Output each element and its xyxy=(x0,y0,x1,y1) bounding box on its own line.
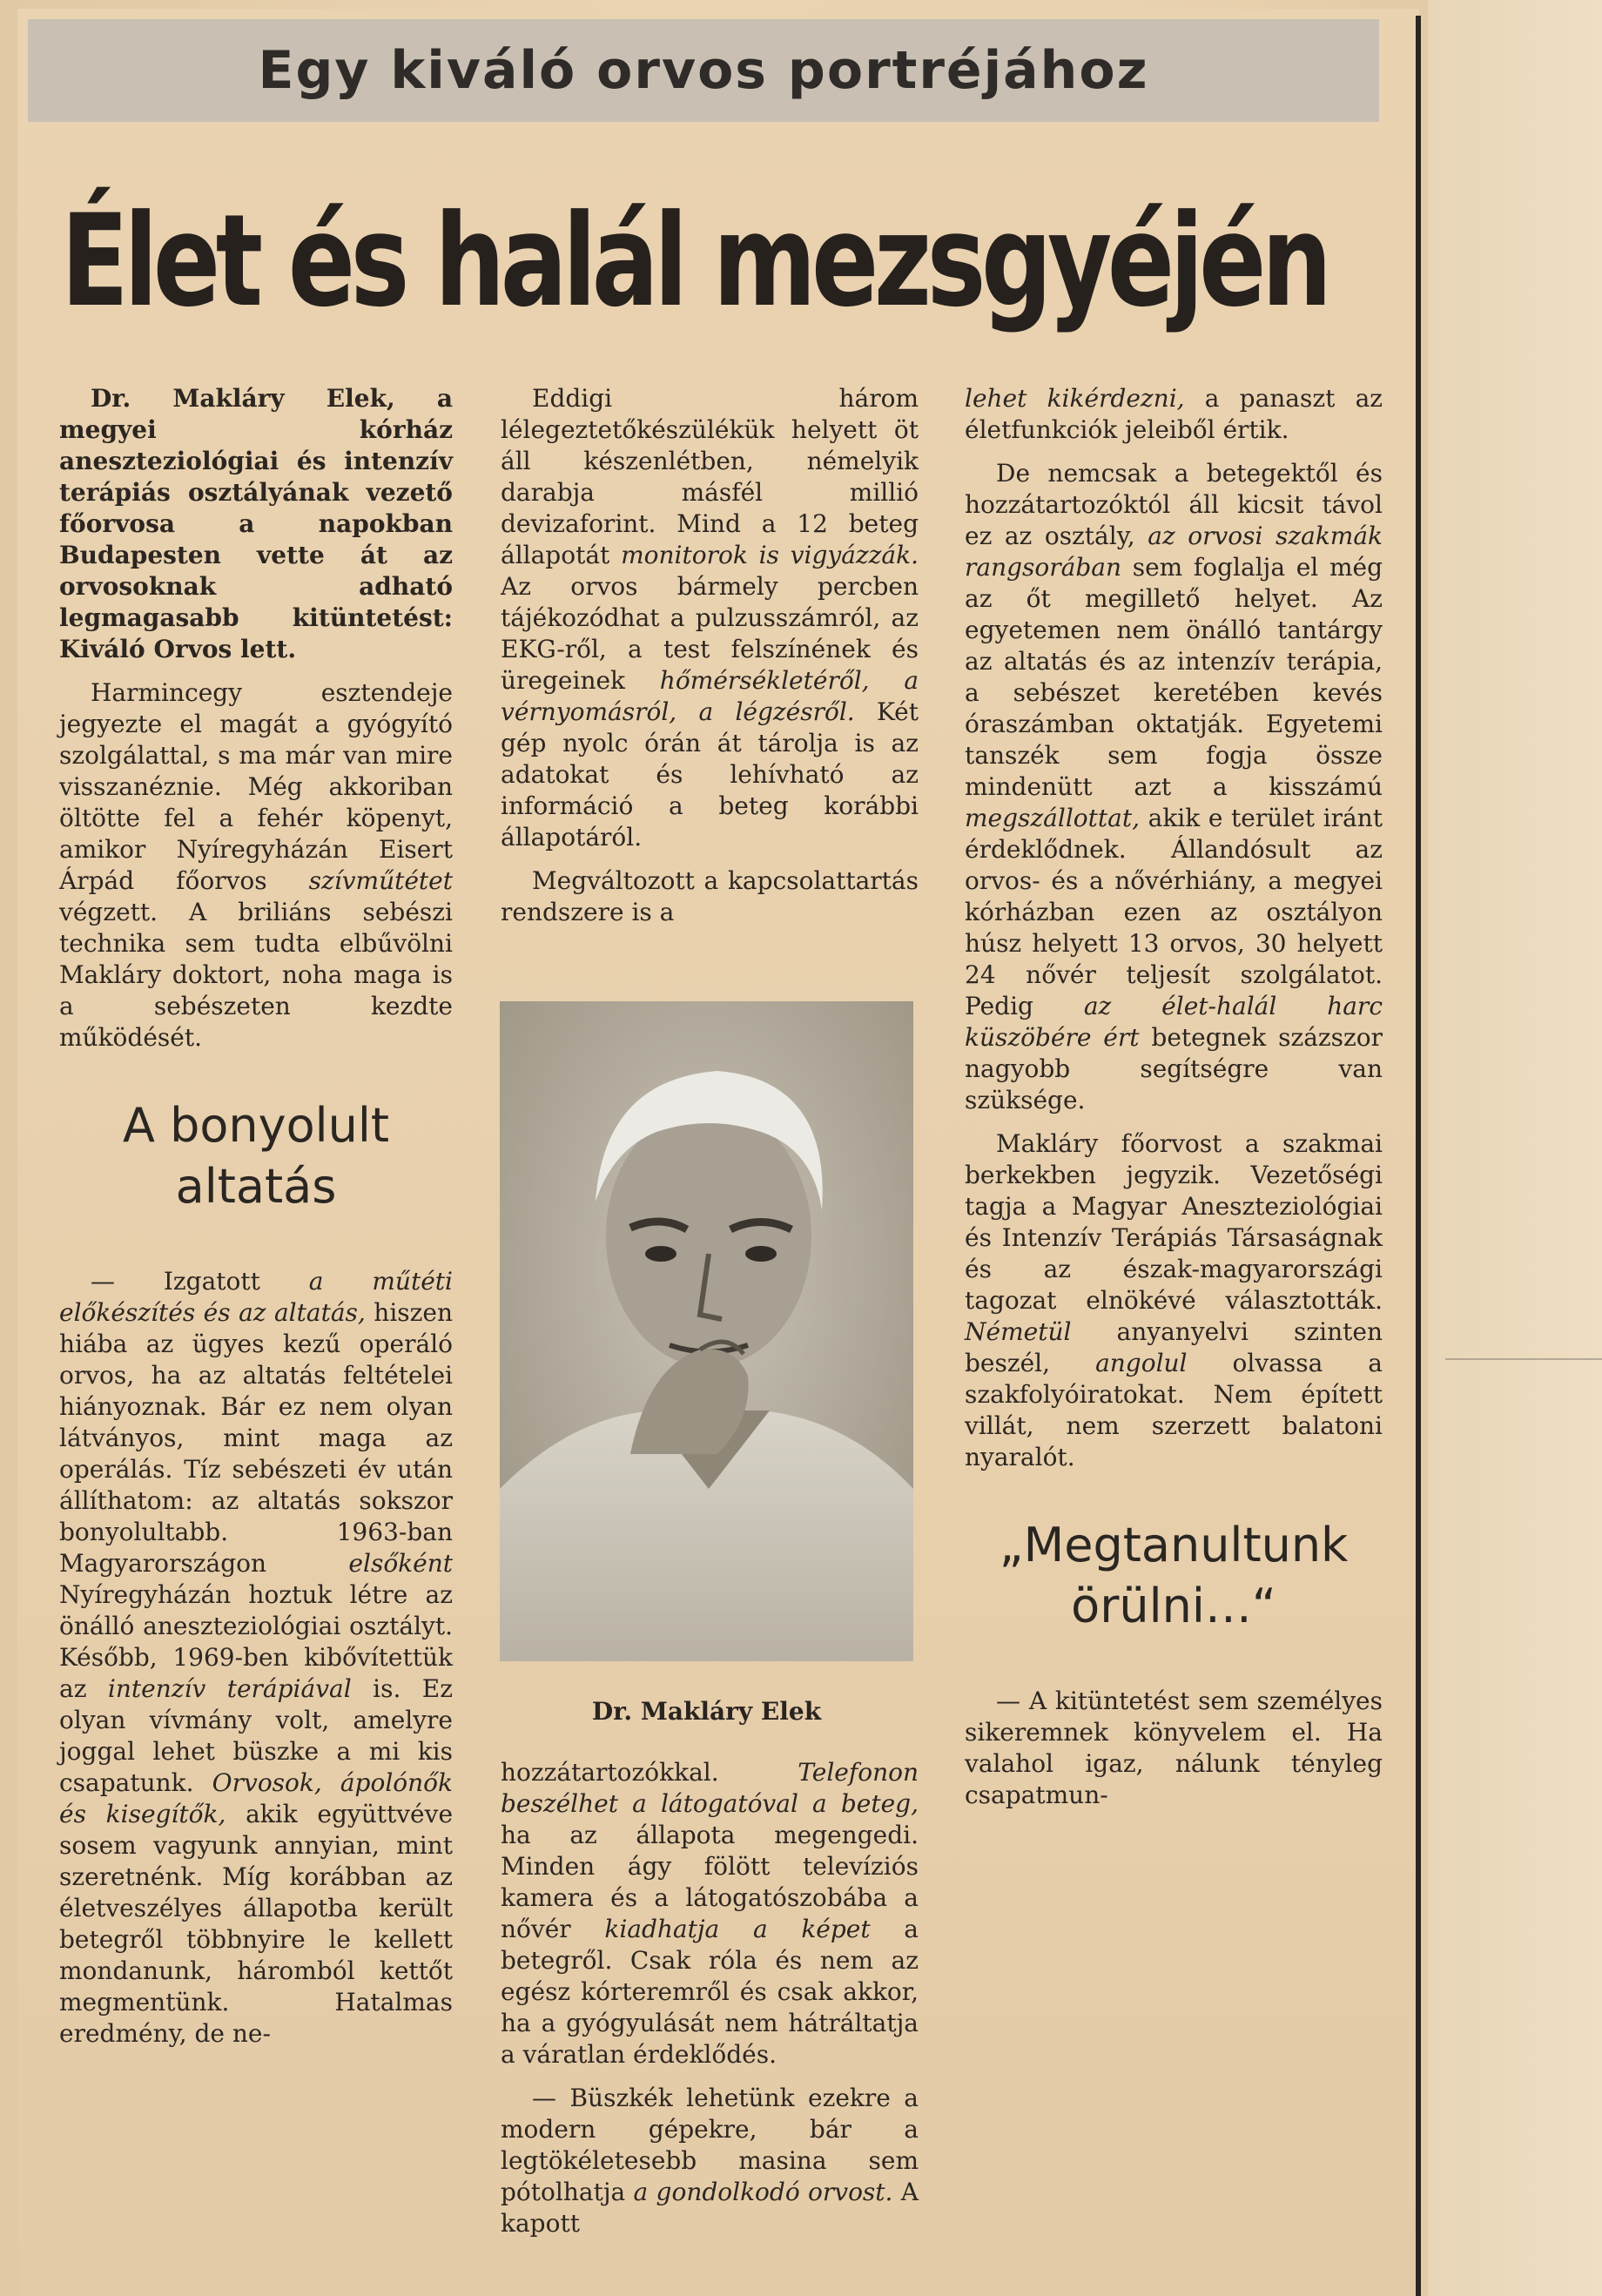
subheading: „Megtanultunk örülni…“ xyxy=(999,1518,1349,1633)
paragraph: hozzátartozókkal. Telefonon beszélhet a látogatóval a beteg, ha az állapota megengedi. Minden ágy fölött televíziós kamera és a látogatószobába a nővér kiadhatja a képet a betegről. Csak róla és nem az egész kórteremről és csak akkor, ha a gyógyulását nem hátráltatja a váratlan érdeklődés. xyxy=(501,1758,919,2069)
headline: Élet és halál mezsgyéjén xyxy=(61,187,1328,335)
subheading: A bonyolult altatás xyxy=(122,1098,390,1214)
paper-mark xyxy=(1445,1358,1602,1360)
column-2 xyxy=(501,383,919,940)
portrait-photo xyxy=(500,1001,913,1661)
paragraph: lehet kikérdezni, a panaszt az életfunkciók jeleiből értik. xyxy=(965,384,1383,444)
kicker-banner xyxy=(28,19,1379,122)
lead-paragraph: Dr. Makláry Elek, a megyei kórház aneszteziológiai és intenzív terápiás osztályának vezető főorvosa a napokban Budapesten vette át az orvosoknak adható legmagasabb kitüntetést: Kiváló Orvos lett. xyxy=(59,384,453,663)
paragraph: — Izgatott a műtéti előkészítés és az altatás, hiszen hiába az ügyes kezű operáló orvos, ha az altatás feltételei hiányoznak. Bár ez nem olyan látványos, mint maga az operálás. Tíz sebészeti év után állíthatom: az altatás sokszor bonyolultabb. 1963-ban Magyarországon elsőként Nyíregyházán hoztuk létre az önálló aneszteziológiai osztályt. Később, 1969-ben kibővítettük az intenzív terápiával is. Ez olyan vívmány volt, amelyre joggal lehet büszke a mi kis csapatunk. Orvosok, ápolónők és kisegítők, akik együttvéve sosem vagyunk annyian, mint szeretnénk. Míg korábban az életveszélyes állapotba került betegről többnyire le kellett mondanunk, háromból kettőt megmentünk. Hatalmas eredmény, de ne- xyxy=(59,1267,454,2048)
paragraph: Harmincegy esztendeje jegyezte el magát a gyógyító szolgálattal, s ma már van mire visszanéznie. Még akkoriban öltötte fel a fehér köpenyt, amikor Nyíregyházán Eisert Árpád főorvos szívműtétet végzett. A briliáns sebészi technika sem tudta elbűvölni Makláry doktort, noha maga is a sebészeten kezdte működését. xyxy=(59,678,453,1052)
paragraph: — Büszkék lehetünk ezekre a modern gépekre, bár a legtökéletesebb masina sem pótolhatja a gondolkodó orvost. A kapott xyxy=(501,2084,919,2238)
portrait-illustration xyxy=(500,1001,913,1661)
kicker-text: Egy kiváló orvos portréjához xyxy=(258,40,1149,101)
paragraph: De nemcsak a betegektől és hozzátartozóktól áll kicsit távol ez az osztály, az orvosi szakmák rangsorában sem foglalja el még az őt megillető helyet. Az egyetemen nem önálló tantárgy az altatás és az intenzív terápia, a sebészet keretében kevés óraszámban oktatják. Egyetemi tanszék sem fogja össze mindenütt azt a kisszámú megszállottat, akik e terület iránt érdeklődnek. Állandósult az orvos- és a nővérhiány, a megyei kórházban ezen az osztályon húsz helyett 13 orvos, 30 helyett 24 nővér teljesít szolgálatot. Pedig az élet-halál harc küszöbére ért betegnek százszor nagyobb segítségre van szüksége. xyxy=(965,459,1383,1114)
paragraph: Makláry főorvost a szakmai berkekben jegyzik. Vezetőségi tagja a Magyar Aneszteziológiai és Intenzív Terápiás Társaságnak és az észak-magyarországi tagozat elnökévé választották. Németül anyanyelvi szinten beszél, angolul olvassa a szakfolyóiratokat. Nem épített villát, nem szerzett balatoni nyaralót. xyxy=(965,1129,1383,1471)
column-1 xyxy=(59,383,453,2062)
column-rule xyxy=(1416,16,1421,2296)
adjacent-page-strip xyxy=(1428,0,1602,2296)
photo-caption: Dr. Makláry Elek xyxy=(591,1697,822,1726)
column-2-continued xyxy=(501,1757,919,2252)
paragraph: — A kitüntetést sem személyes sikeremnek könyvelem el. Ha valahol igaz, nálunk tényleg csapatmun- xyxy=(965,1687,1383,1809)
column-3 xyxy=(965,383,1383,1823)
paragraph: Eddigi három lélegeztetőkészülékük helyett öt áll készenlétben, némelyik darabja másfél millió devizaforint. Mind a 12 beteg állapotát monitorok is vigyázzák. Az orvos bármely percben tájékozódhat a pulzusszámról, az EKG-ről, a test felszínének és üregeinek hőmérsékletéről, a vérnyomásról, a légzésről. Két gép nyolc órán át tárolja is az adatokat és lehívható az információ a beteg korábbi állapotáról. xyxy=(501,384,919,852)
paragraph: Megváltozott a kapcsolattartás rendszere is a xyxy=(501,866,919,926)
